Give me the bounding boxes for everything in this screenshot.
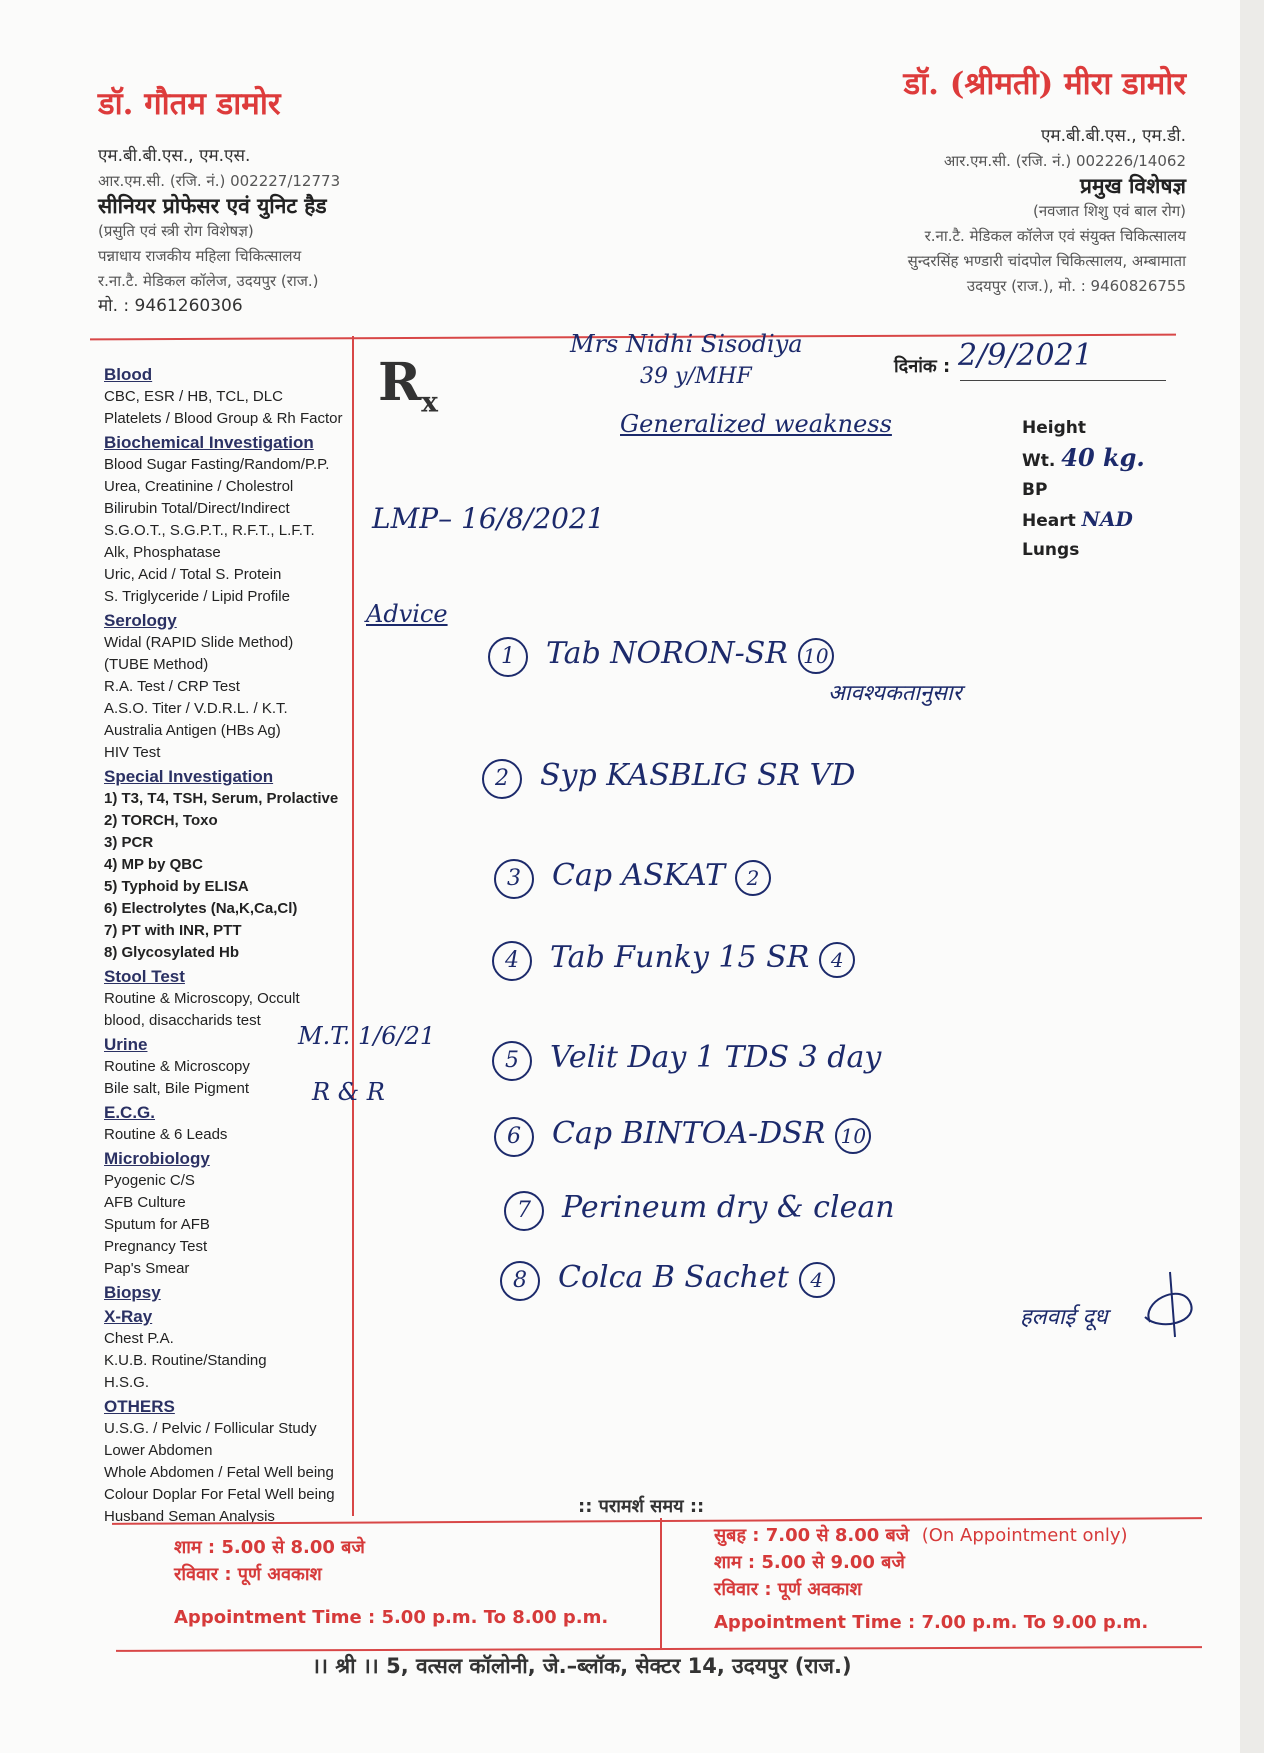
rx-item-text: Cap BINTOA-DSR bbox=[552, 1116, 826, 1151]
test-item: Husband Seman Analysis bbox=[104, 1508, 275, 1525]
rx-item-number: 2 bbox=[482, 759, 522, 799]
test-item: (TUBE Method) bbox=[104, 656, 209, 673]
rx-item-text: Velit Day 1 TDS 3 day bbox=[550, 1040, 882, 1075]
section-title: Biochemical Investigation bbox=[104, 433, 314, 452]
test-item: 6) Electrolytes (Na,K,Ca,Cl) bbox=[104, 900, 298, 917]
weight-label: Wt. bbox=[1022, 451, 1056, 471]
rx-item-number: 6 bbox=[494, 1117, 534, 1157]
right-evening: शाम : 5.00 से 9.00 बजे bbox=[714, 1552, 905, 1573]
doctor-left-college: र.ना.टै. मेडिकल कॉलेज, उदयपुर (राज.) bbox=[98, 272, 319, 290]
rx-item-text: Perineum dry & clean bbox=[562, 1190, 895, 1225]
test-item: A.S.O. Titer / V.D.R.L. / K.T. bbox=[104, 700, 288, 717]
test-item: 1) T3, T4, TSH, Serum, Prolactive bbox=[104, 790, 339, 807]
rx-item bbox=[492, 940, 855, 981]
patient-age: 39 y/MHF bbox=[640, 364, 752, 389]
complaint: Generalized weakness bbox=[620, 410, 892, 438]
test-item: 3) PCR bbox=[104, 834, 154, 851]
signature bbox=[1130, 1262, 1210, 1342]
section-title: Stool Test bbox=[104, 967, 185, 986]
test-item: blood, disaccharids test bbox=[104, 1012, 261, 1029]
section-title: Blood bbox=[104, 365, 153, 384]
advice-label: Advice bbox=[366, 600, 448, 628]
timing-divider-mid bbox=[660, 1518, 662, 1648]
left-evening: शाम : 5.00 से 8.00 बजे bbox=[174, 1537, 365, 1558]
rx-item-qty: 4 bbox=[819, 942, 855, 978]
rx-item-number: 4 bbox=[492, 941, 532, 981]
test-item: HIV Test bbox=[104, 744, 161, 761]
right-appointment: Appointment Time : 7.00 p.m. To 9.00 p.m. bbox=[714, 1612, 1149, 1633]
test-item: R.A. Test / CRP Test bbox=[104, 678, 240, 695]
doctor-right-hospital2: सुन्दरसिंह भण्डारी चांदपोल चिकित्सालय, अम्बामाता bbox=[907, 252, 1186, 270]
rx-item bbox=[504, 1190, 895, 1231]
rx-item-number: 1 bbox=[488, 637, 528, 677]
rx-symbol: $R_x$ bbox=[378, 352, 438, 419]
doctor-left-mobile: मो. : 9461260306 bbox=[98, 296, 243, 316]
test-item: AFB Culture bbox=[104, 1194, 186, 1211]
rx-item-text: Colca B Sachet bbox=[558, 1260, 789, 1295]
test-item: CBC, ESR / HB, TCL, DLC bbox=[104, 388, 283, 405]
rx-item-text: Tab Funky 15 SR bbox=[550, 940, 810, 975]
test-item: Uric, Acid / Total S. Protein bbox=[104, 566, 282, 583]
test-item: K.U.B. Routine/Standing bbox=[104, 1352, 267, 1369]
rx-item-qty: 2 bbox=[735, 860, 771, 896]
rx-item bbox=[488, 636, 962, 707]
section-title: Serology bbox=[104, 611, 177, 630]
timing-left bbox=[174, 1534, 609, 1632]
doctor-right-hospital: र.ना.टै. मेडिकल कॉलेज एवं संयुक्त चिकित्सालय bbox=[924, 227, 1186, 245]
test-item: Routine & 6 Leads bbox=[104, 1126, 228, 1143]
test-item: Routine & Microscopy bbox=[104, 1058, 250, 1075]
test-item: Alk, Phosphatase bbox=[104, 544, 221, 561]
rx-item-qty: 4 bbox=[799, 1262, 835, 1298]
left-appointment: Appointment Time : 5.00 p.m. To 8.00 p.m. bbox=[174, 1607, 609, 1628]
date-label: दिनांक : bbox=[894, 356, 951, 377]
section-title: Biopsy bbox=[104, 1283, 161, 1302]
rx-item-text: Cap ASKAT bbox=[552, 858, 726, 893]
test-item: Australia Antigen (HBs Ag) bbox=[104, 722, 281, 739]
height-label: Height bbox=[1022, 418, 1086, 438]
lungs-label: Lungs bbox=[1022, 540, 1080, 560]
page-edge bbox=[1240, 0, 1264, 1753]
doctor-left-name: डॉ. गौतम डामोर bbox=[98, 86, 281, 122]
test-item: Platelets / Blood Group & Rh Factor bbox=[104, 410, 343, 427]
section-title: OTHERS bbox=[104, 1397, 175, 1416]
test-item: 7) PT with INR, PTT bbox=[104, 922, 242, 939]
rx-item-qty: 10 bbox=[835, 1118, 871, 1154]
footer-address: ।। श्री ।। 5, वत्सल कॉलोनी, जे.–ब्लॉक, सेक्टर 14, उदयपुर (राज.) bbox=[312, 1654, 852, 1678]
rx-item bbox=[494, 1116, 871, 1157]
weight-value: 40 kg. bbox=[1061, 443, 1145, 472]
heart-label: Heart bbox=[1022, 511, 1076, 531]
investigation-list bbox=[104, 362, 354, 1528]
bp-label: BP bbox=[1022, 480, 1048, 500]
test-item: Pregnancy Test bbox=[104, 1238, 208, 1255]
rx-item-number: 3 bbox=[494, 859, 534, 899]
rx-item-number: 8 bbox=[500, 1261, 540, 1301]
doctor-right-degree: एम.बी.बी.एस., एम.डी. bbox=[1041, 126, 1186, 146]
test-item: Bile salt, Bile Pigment bbox=[104, 1080, 250, 1097]
rx-item-number: 7 bbox=[504, 1191, 544, 1231]
date-value: 2/9/2021 bbox=[958, 338, 1093, 373]
test-item: Chest P.A. bbox=[104, 1330, 174, 1347]
section-title: Special Investigation bbox=[104, 767, 274, 786]
patient-name: Mrs Nidhi Sisodiya bbox=[570, 330, 803, 358]
section-title: E.C.G. bbox=[104, 1103, 156, 1122]
rx-item-number: 5 bbox=[492, 1041, 532, 1081]
doctor-left-degree: एम.बी.बी.एस., एम.एस. bbox=[98, 146, 251, 166]
test-item: 4) MP by QBC bbox=[104, 856, 203, 873]
doctor-right-specialty: (नवजात शिशु एवं बाल रोग) bbox=[1032, 202, 1186, 220]
rx-item-text: Tab NORON-SR bbox=[546, 636, 788, 671]
heart-lungs-value: NAD bbox=[1081, 507, 1133, 531]
rx-item-note: आवश्यकतानुसार bbox=[828, 681, 962, 706]
test-item: 5) Typhoid by ELISA bbox=[104, 878, 249, 895]
test-item: Blood Sugar Fasting/Random/P.P. bbox=[104, 456, 330, 473]
right-morning: सुबह : 7.00 से 8.00 बजे bbox=[714, 1525, 910, 1546]
test-item: H.S.G. bbox=[104, 1374, 150, 1391]
test-item: Bilirubin Total/Direct/Indirect bbox=[104, 500, 290, 517]
test-item: 2) TORCH, Toxo bbox=[104, 812, 218, 829]
margin-note-1: M.T. 1/6/21 bbox=[298, 1022, 436, 1050]
timing-right bbox=[714, 1522, 1184, 1637]
doctor-left-specialty: (प्रसुति एवं स्त्री रोग विशेषज्ञ) bbox=[98, 222, 254, 240]
test-item: S.G.O.T., S.G.P.T., R.F.T., L.F.T. bbox=[104, 522, 315, 539]
rx-item-text: Syp KASBLIG SR VD bbox=[540, 758, 856, 793]
doctor-right-title: प्रमुख विशेषज्ञ bbox=[1080, 174, 1186, 198]
test-item: Whole Abdomen / Fetal Well being bbox=[104, 1464, 334, 1481]
rx-item-qty: 10 bbox=[798, 638, 834, 674]
test-item: 8) Glycosylated Hb bbox=[104, 944, 240, 961]
left-sunday: रविवार : पूर्ण अवकाश bbox=[174, 1564, 322, 1585]
test-item: Widal (RAPID Slide Method) bbox=[104, 634, 294, 651]
doctor-left-header bbox=[98, 82, 428, 319]
rx-item bbox=[492, 1040, 881, 1081]
doctor-left-title: सीनियर प्रोफेसर एवं युनिट हैड bbox=[98, 194, 327, 218]
test-item: S. Triglyceride / Lipid Profile bbox=[104, 588, 290, 605]
lmp: LMP– 16/8/2021 bbox=[372, 502, 605, 535]
test-item: Colour Doplar For Fetal Well being bbox=[104, 1486, 335, 1503]
margin-note-2: R & R bbox=[312, 1078, 385, 1106]
right-morning-note: (On Appointment only) bbox=[921, 1525, 1128, 1546]
rx-item bbox=[500, 1260, 1108, 1331]
test-item: Urea, Creatinine / Cholestrol bbox=[104, 478, 294, 495]
section-title: Urine bbox=[104, 1035, 148, 1054]
doctor-left-hospital: पन्नाधाय राजकीय महिला चिकित्सालय bbox=[98, 247, 302, 265]
rx-item bbox=[494, 858, 771, 899]
doctor-right-city-mobile: उदयपुर (राज.), मो. : 9460826755 bbox=[966, 277, 1186, 295]
vitals-block bbox=[1022, 414, 1145, 565]
test-item: Pyogenic C/S bbox=[104, 1172, 195, 1189]
test-item: Routine & Microscopy, Occult bbox=[104, 990, 300, 1007]
test-item: Sputum for AFB bbox=[104, 1216, 210, 1233]
section-title: X-Ray bbox=[104, 1307, 153, 1326]
test-item: Lower Abdomen bbox=[104, 1442, 213, 1459]
test-item: Pap's Smear bbox=[104, 1260, 190, 1277]
right-sunday: रविवार : पूर्ण अवकाश bbox=[714, 1579, 862, 1600]
doctor-left-reg: आर.एम.सी. (रजि. नं.) 002227/12773 bbox=[98, 172, 341, 190]
doctor-right-header bbox=[706, 62, 1186, 299]
rx-item bbox=[482, 758, 855, 799]
section-title: Microbiology bbox=[104, 1149, 210, 1168]
test-item: U.S.G. / Pelvic / Follicular Study bbox=[104, 1420, 317, 1437]
date-underline bbox=[960, 380, 1166, 381]
doctor-right-reg: आर.एम.सी. (रजि. नं.) 002226/14062 bbox=[943, 152, 1186, 170]
rx-item-note: हलवाई दूध bbox=[1020, 1305, 1108, 1330]
doctor-right-name: डॉ. (श्रीमती) मीरा डामोर bbox=[903, 66, 1186, 102]
consultation-label: :: परामर्श समय :: bbox=[570, 1494, 712, 1518]
